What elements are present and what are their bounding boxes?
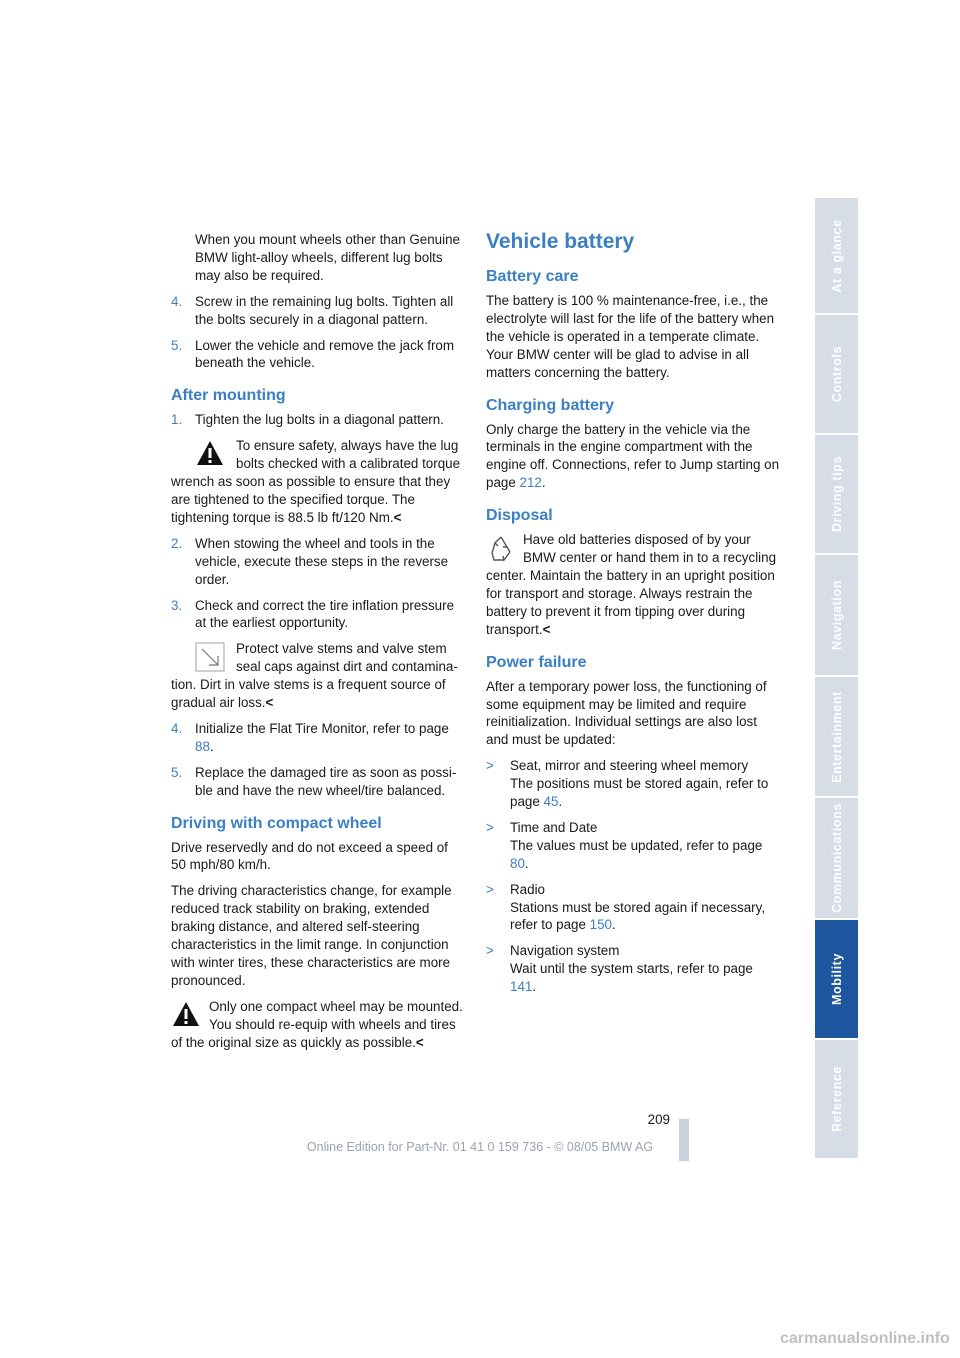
list-item [486, 942, 781, 996]
step-text: Replace the damaged tire as soon as possible and have the new wheel/tire balanced. [195, 764, 457, 798]
torque-warning-text: To ensure safety, always have the lug bolts checked with a calibrated torque wrench as soon as possible to ensure that they are tightened to the specified torque. The tightening torque is 88.5 lb ft/120 Nm. [171, 438, 461, 525]
note-arrow-icon [195, 642, 225, 672]
battery-care-heading: Battery care [486, 268, 579, 285]
site-watermark: carmanualsonline.info [780, 1330, 950, 1347]
disposal-heading: Disposal [486, 507, 553, 525]
page-link[interactable]: 212 [519, 475, 542, 491]
bullet-after: . [524, 855, 529, 871]
bullet-title: Time and Date [510, 819, 598, 835]
tab-driving-tips[interactable] [815, 435, 858, 555]
compact-warning [171, 998, 463, 1052]
tab-label: Reference [829, 1066, 844, 1132]
list-item [171, 597, 463, 633]
list-item [171, 293, 463, 329]
footer-edition: Online Edition for Part-Nr. 01 41 0 159 736 - © 08/05 BMW AG [306, 1140, 654, 1154]
page-link[interactable]: 88 [195, 738, 210, 754]
tab-at-a-glance[interactable] [815, 198, 858, 315]
end-mark: < [265, 695, 274, 711]
bullet-body [510, 775, 781, 811]
valve-note [171, 640, 463, 712]
bullet-text: The positions must be stored again, refer to page [510, 776, 769, 810]
tab-label: At a glance [829, 218, 844, 293]
list-item [171, 411, 463, 429]
compact-warning-text: Only one compact wheel may be mounted. You should re-equip with wheels and tires of the original size as quickly as possible. [171, 998, 463, 1050]
tab-label: Driving tips [829, 456, 844, 532]
end-mark: < [415, 1034, 424, 1050]
tab-label: Communications [829, 803, 844, 913]
compact-text-1: Drive reservedly and do not exceed a speed of 50 mph/80 km/h. [171, 839, 448, 873]
step-text: Check and correct the tire inflation pressure at the earliest opportunity. [195, 597, 455, 631]
step-text: Tighten the lug bolts in a diagonal pattern. [195, 412, 444, 428]
list-item [171, 764, 463, 800]
recycle-icon [486, 533, 516, 563]
chapter-sidebar [815, 198, 858, 1160]
disposal-note [486, 531, 781, 638]
step-text: Screw in the remaining lug bolts. Tighten all the bolts securely in a diagonal pattern. [195, 293, 454, 327]
left-column [171, 231, 463, 1060]
charging-heading: Charging battery [486, 396, 615, 414]
valve-note-text: Protect valve stems and valve stem seal caps against dirt and contamination. Dirt in valve stems is a frequent source of gradual air loss. [171, 641, 458, 711]
disposal-text: Have old batteries disposed of by your BMW center or hand them in to a recycling center. Maintain the battery in an upright position for transport and storage. Always restrain the battery to prevent it from tipping over during transport. [486, 532, 777, 637]
step-number: 5. [171, 764, 183, 780]
step-text: Lower the vehicle and remove the jack from beneath the vehicle. [195, 337, 455, 371]
list-item [486, 757, 781, 811]
bullet-after: . [532, 979, 537, 995]
tab-label: Mobility [829, 952, 844, 1006]
bullet-body [510, 960, 781, 996]
step-text: Initialize the Flat Tire Monitor, refer to page [195, 720, 449, 736]
battery-care-text: The battery is 100 % maintenance-free, i.e., the electrolyte will last for the life of the battery when the vehicle is operated in a temperate climate. Your BMW center will be glad to advise in all matters concerning the battery. [486, 293, 775, 380]
bullet-after: . [612, 917, 616, 933]
charging-text-after: . [541, 475, 546, 491]
bullet-title: Radio [510, 881, 545, 897]
bullet-arrow-icon: > [486, 819, 494, 835]
bullet-text: Wait until the system starts, refer to page [510, 961, 753, 977]
bullet-body [510, 837, 781, 873]
tab-controls[interactable] [815, 315, 858, 435]
tab-mobility[interactable] [815, 920, 858, 1040]
tab-label: Entertainment [829, 690, 844, 783]
bullet-arrow-icon: > [486, 943, 494, 959]
bullet-body [510, 899, 781, 935]
step-number: 1. [171, 412, 183, 428]
list-item [171, 720, 463, 756]
page-link[interactable]: 45 [543, 794, 559, 810]
page-link[interactable]: 141 [510, 979, 533, 995]
bullet-title: Navigation system [510, 943, 620, 959]
bullet-arrow-icon: > [486, 881, 494, 897]
step-text: When stowing the wheel and tools in the vehicle, execute these steps in the reverse order. [195, 535, 449, 587]
step-number: 4. [171, 720, 183, 736]
intro-text: When you mount wheels other than Genuine BMW light-alloy wheels, different lug bolts may also be required. [195, 232, 461, 283]
tab-communications[interactable] [815, 798, 858, 920]
right-column [486, 229, 781, 1004]
compact-wheel-heading: Driving with compact wheel [171, 814, 382, 832]
warning-icon [195, 439, 225, 469]
bullet-text: Stations must be stored again if necessary, refer to page [510, 899, 766, 933]
power-failure-heading: Power failure [486, 653, 587, 671]
step-number: 5. [171, 337, 183, 353]
page-link[interactable]: 150 [589, 917, 612, 933]
page-link[interactable]: 80 [510, 855, 525, 871]
bullet-arrow-icon: > [486, 758, 494, 774]
step-number: 4. [171, 293, 183, 309]
step-text-after: . [209, 738, 214, 754]
step-number: 3. [171, 597, 183, 613]
list-item [171, 337, 463, 373]
compact-text-2: The driving characteristics change, for example reduced track stability on braking, extended braking distance, and altered self-steering characteristics in the limit range. In conjunction with winter tires, these characteristics are more pronounced. [171, 883, 452, 988]
charging-text-body: Only charge the battery in the vehicle via the terminals in the engine compartment with the engine off. Connections, refer to Jump starting on page [486, 421, 780, 491]
list-item [171, 535, 463, 589]
page-number: 209 [647, 1112, 670, 1127]
page-title: Vehicle battery [486, 230, 635, 253]
charging-text [486, 421, 781, 493]
list-item [486, 881, 781, 935]
warning-icon [171, 1000, 201, 1030]
list-item [486, 819, 781, 873]
after-mounting-heading: After mounting [171, 387, 286, 405]
power-failure-text: After a temporary power loss, the functioning of some equipment may be limited and require reinitialization. Individual settings are also lost and must be updated: [486, 678, 767, 748]
bullet-after: . [558, 794, 563, 810]
bullet-title: Seat, mirror and steering wheel memory [510, 758, 749, 774]
tab-entertainment[interactable] [815, 677, 858, 798]
bullet-text: The values must be updated, refer to page [510, 837, 763, 853]
tab-label: Navigation [829, 580, 844, 650]
step-number: 2. [171, 535, 183, 551]
end-mark: < [393, 509, 402, 525]
tab-navigation[interactable] [815, 555, 858, 677]
torque-warning [171, 437, 463, 527]
tab-label: Controls [829, 345, 844, 403]
end-mark: < [542, 621, 551, 637]
